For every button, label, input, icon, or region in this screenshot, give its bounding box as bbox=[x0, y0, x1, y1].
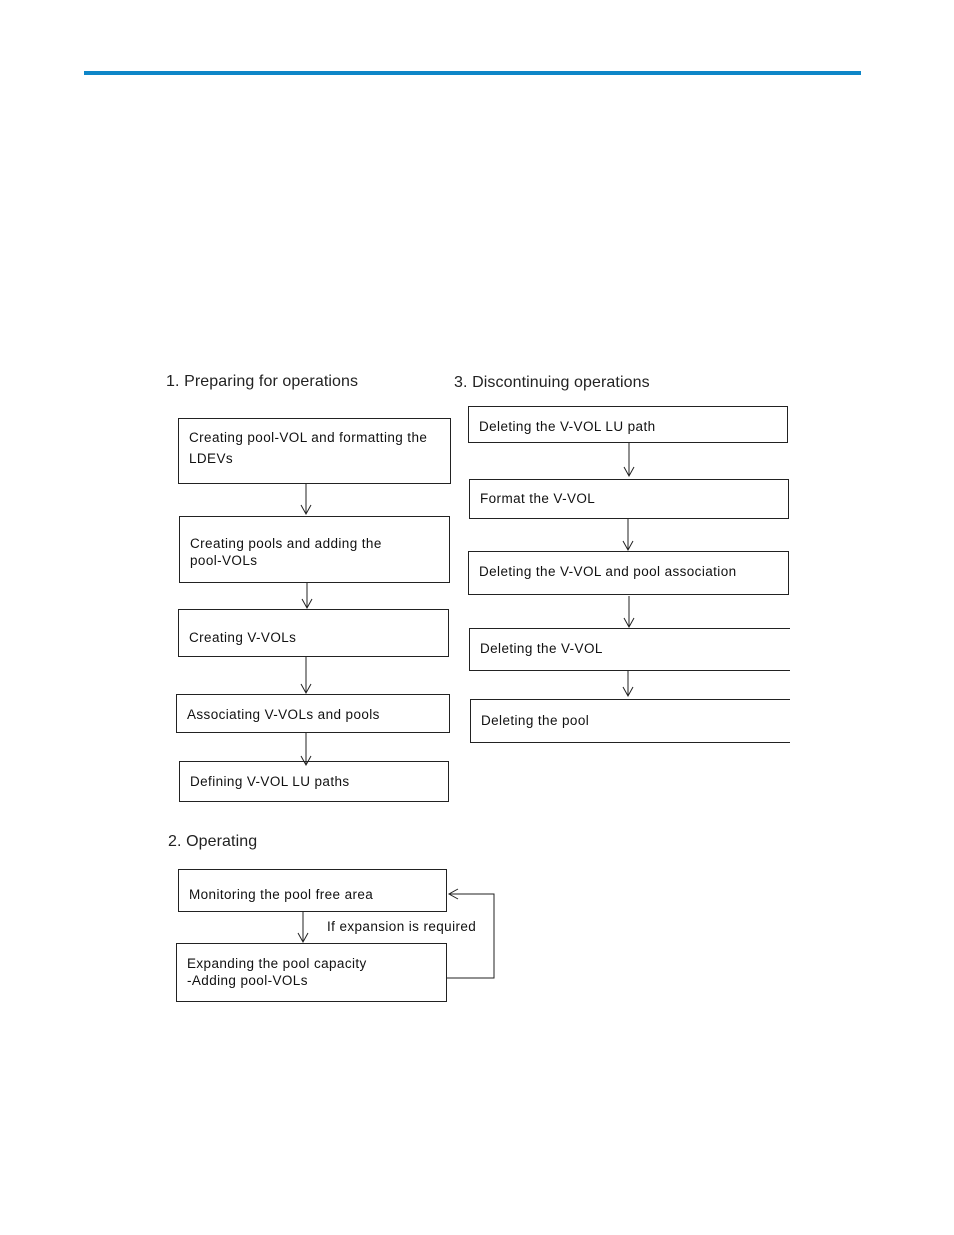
arrow-down-icon bbox=[302, 583, 312, 608]
step-label: -Adding pool-VOLs bbox=[187, 973, 308, 988]
section-operating-title: 2. Operating bbox=[168, 833, 258, 850]
step-label: Deleting the V-VOL and pool association bbox=[479, 564, 737, 579]
step-label: Format the V-VOL bbox=[480, 491, 596, 506]
step-delete-pool bbox=[470, 699, 790, 743]
step-delete-association bbox=[468, 551, 789, 595]
step-delete-v-vol bbox=[469, 628, 790, 671]
step-monitor-pool bbox=[178, 869, 447, 912]
arrow-down-icon bbox=[624, 596, 634, 627]
step-label: Deleting the V-VOL LU path bbox=[479, 419, 656, 434]
step-associate-v-vols bbox=[176, 694, 450, 733]
step-format-v-vol bbox=[469, 479, 789, 519]
arrow-down-icon bbox=[301, 484, 311, 514]
step-label: Deleting the pool bbox=[481, 713, 590, 728]
step-expand-pool bbox=[176, 943, 447, 1002]
step-label: Defining V-VOL LU paths bbox=[190, 774, 350, 789]
arrow-down-icon bbox=[623, 519, 633, 550]
step-label: LDEVs bbox=[189, 451, 234, 466]
step-define-lu-paths bbox=[179, 761, 449, 802]
step-label: Monitoring the pool free area bbox=[189, 887, 374, 902]
loop-condition-label: If expansion is required bbox=[327, 919, 477, 934]
step-label: Creating pool-VOL and formatting the bbox=[189, 430, 428, 445]
step-create-v-vols bbox=[178, 609, 449, 657]
arrow-down-icon bbox=[301, 657, 311, 693]
arrow-down-icon bbox=[624, 443, 634, 476]
step-create-pools bbox=[179, 516, 450, 583]
section-discontinuing-title: 3. Discontinuing operations bbox=[454, 374, 650, 391]
step-label: pool-VOLs bbox=[190, 553, 258, 568]
arrow-down-icon bbox=[623, 671, 633, 696]
step-label: Creating pools and adding the bbox=[190, 536, 382, 551]
step-label: Deleting the V-VOL bbox=[480, 641, 603, 656]
step-delete-lu-path bbox=[468, 406, 788, 443]
step-label: Expanding the pool capacity bbox=[187, 956, 367, 971]
arrow-down-icon bbox=[298, 912, 308, 942]
step-label: Creating V-VOLs bbox=[189, 630, 297, 645]
step-create-pool-vol bbox=[178, 418, 451, 484]
header-rule bbox=[84, 71, 861, 75]
step-label: Associating V-VOLs and pools bbox=[187, 707, 380, 722]
section-preparing-title: 1. Preparing for operations bbox=[166, 373, 359, 390]
